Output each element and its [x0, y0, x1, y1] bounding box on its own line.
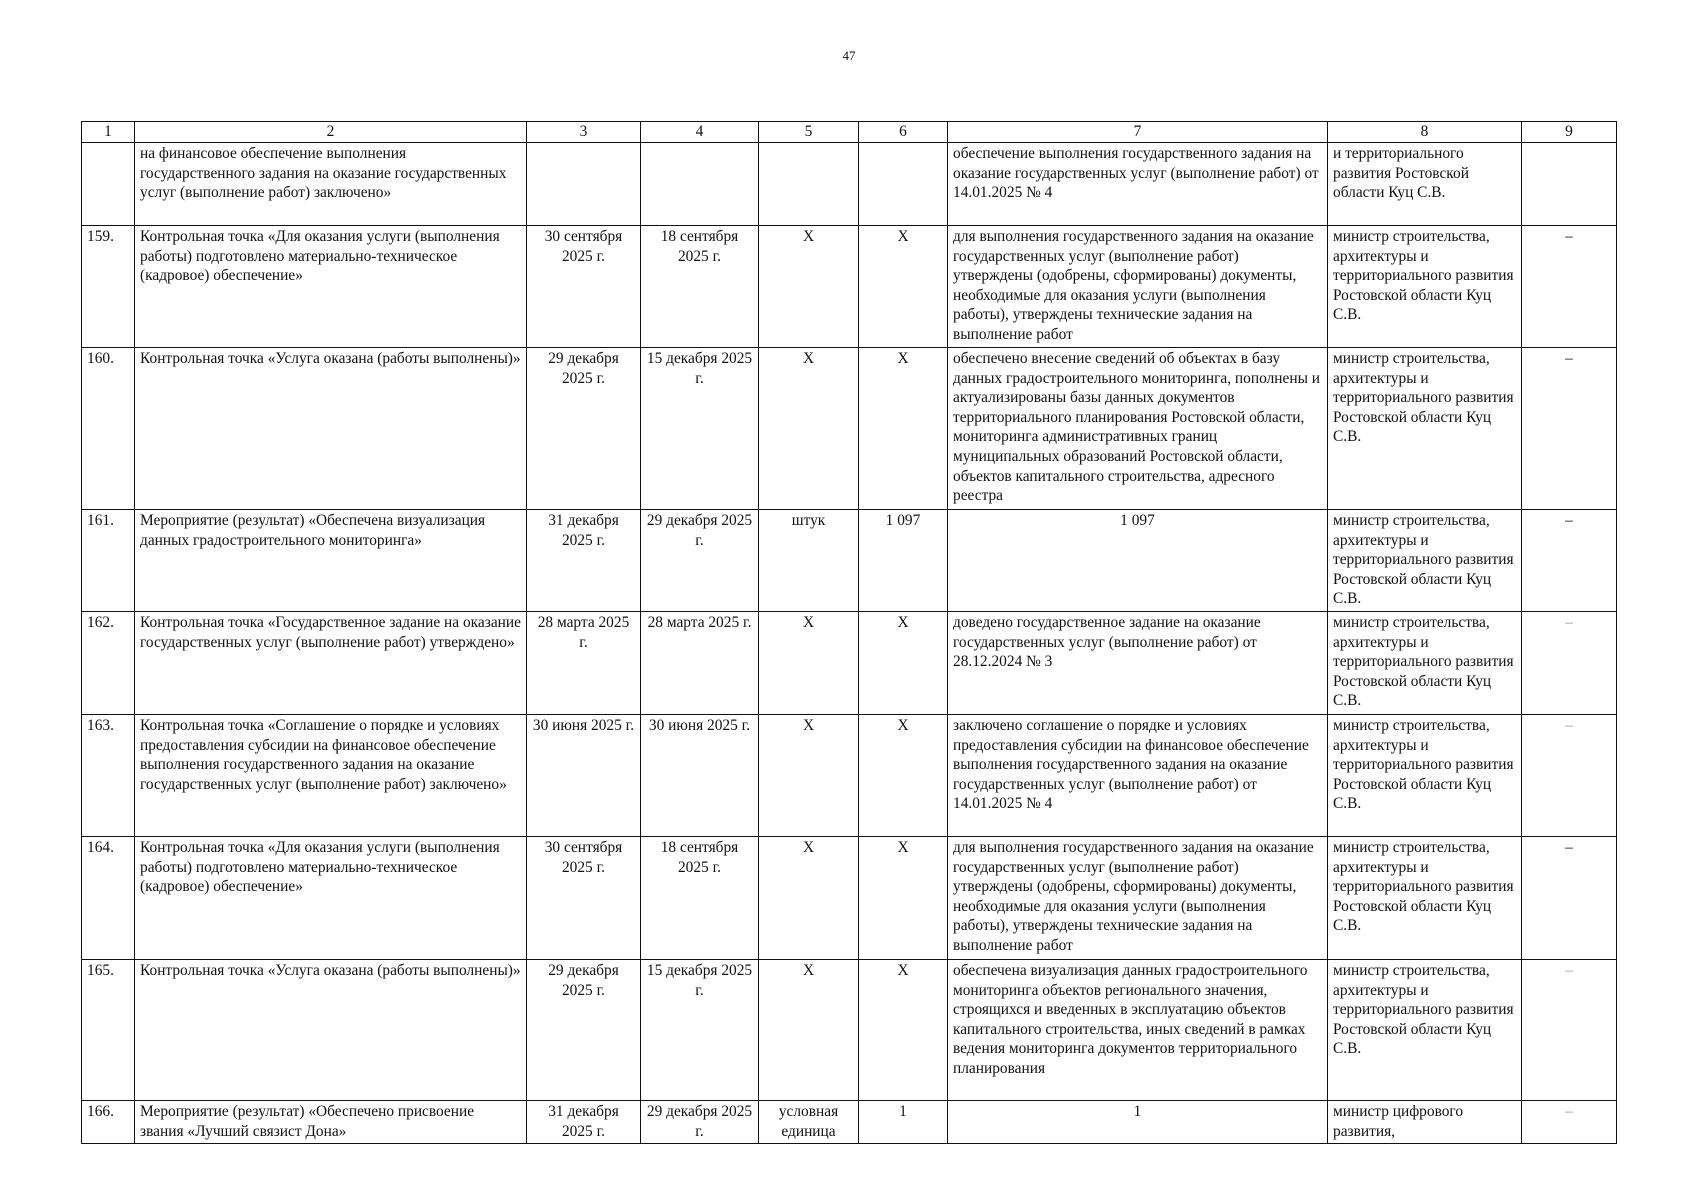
- row-number: 162.: [82, 612, 135, 715]
- event-name: Контрольная точка «Соглашение о порядке и условиях предоставления субсидии на финансовое обеспечение выполнения государственного задания на оказание государственных услуг (выполнение работ) заключено»: [135, 715, 527, 837]
- plan-date: 31 декабря 2025 г.: [527, 510, 641, 612]
- result-text: для выполнения государственного задания на оказание государственных услуг (выполнение работ) утверждены (одобрены, сформированы) документы, необходимые для оказания услуги (выполнения работы), утверждены технические задания на выполнение работ: [948, 226, 1328, 348]
- table-row: [82, 143, 1617, 226]
- unit: X: [759, 612, 859, 715]
- note: –: [1522, 612, 1617, 715]
- table-row: [82, 348, 1617, 510]
- unit: X: [759, 715, 859, 837]
- note: –: [1522, 226, 1617, 348]
- col-header: 6: [859, 122, 948, 143]
- unit: X: [759, 960, 859, 1101]
- row-number: 163.: [82, 715, 135, 837]
- plan-value: [859, 143, 948, 226]
- fact-date: 28 марта 2025 г.: [641, 612, 759, 715]
- table-row: [82, 226, 1617, 348]
- responsible: министр строительства, архитектуры и территориального развития Ростовской области Куц С.В.: [1328, 612, 1522, 715]
- fact-date: [641, 143, 759, 226]
- table-row: [82, 612, 1617, 715]
- note: –: [1522, 510, 1617, 612]
- plan-value: X: [859, 348, 948, 510]
- fact-date: 18 сентября 2025 г.: [641, 226, 759, 348]
- note: –: [1522, 837, 1617, 960]
- unit: [759, 143, 859, 226]
- event-name: Мероприятие (результат) «Обеспечено присвоение звания «Лучший связист Дона»: [135, 1101, 527, 1144]
- event-name: Контрольная точка «Для оказания услуги (выполнения работы) подготовлено материально-техническое (кадровое) обеспечение»: [135, 226, 527, 348]
- row-number: 160.: [82, 348, 135, 510]
- plan-date: 30 сентября 2025 г.: [527, 837, 641, 960]
- col-header: 9: [1522, 122, 1617, 143]
- responsible: и территориального развития Ростовской области Куц С.В.: [1328, 143, 1522, 226]
- row-number: 165.: [82, 960, 135, 1101]
- responsible: министр строительства, архитектуры и территориального развития Ростовской области Куц С.В.: [1328, 226, 1522, 348]
- row-number: [82, 143, 135, 226]
- col-header: 3: [527, 122, 641, 143]
- row-number: 166.: [82, 1101, 135, 1144]
- plan-value: 1 097: [859, 510, 948, 612]
- responsible: министр строительства, архитектуры и территориального развития Ростовской области Куц С.В.: [1328, 510, 1522, 612]
- result-text: обеспечение выполнения государственного задания на оказание государственных услуг (выполнение работ) от 14.01.2025 № 4: [948, 143, 1328, 226]
- plan-date: 29 декабря 2025 г.: [527, 348, 641, 510]
- col-header: 8: [1328, 122, 1522, 143]
- responsible: министр строительства, архитектуры и территориального развития Ростовской области Куц С.В.: [1328, 960, 1522, 1101]
- result-text: обеспечена визуализация данных градостроительного мониторинга объектов регионального значения, строящихся и введенных в эксплуатацию объектов капитального строительства, иных сведений в рамках ведения мониторинга документов территориального планирования: [948, 960, 1328, 1101]
- col-header: 7: [948, 122, 1328, 143]
- unit: штук: [759, 510, 859, 612]
- plan-value: X: [859, 226, 948, 348]
- table-row: [82, 510, 1617, 612]
- event-name: Контрольная точка «Для оказания услуги (выполнения работы) подготовлено материально-техническое (кадровое) обеспечение»: [135, 837, 527, 960]
- note: –: [1522, 715, 1617, 837]
- col-header: 4: [641, 122, 759, 143]
- plan-value: 1: [859, 1101, 948, 1144]
- col-header: 5: [759, 122, 859, 143]
- fact-date: 29 декабря 2025 г.: [641, 510, 759, 612]
- table-row: [82, 837, 1617, 960]
- result-text: 1: [948, 1101, 1328, 1144]
- note: –: [1522, 348, 1617, 510]
- table-row: [82, 1101, 1617, 1144]
- row-number: 164.: [82, 837, 135, 960]
- unit: условная единица: [759, 1101, 859, 1144]
- result-text: доведено государственное задание на оказание государственных услуг (выполнение работ) от 28.12.2024 № 3: [948, 612, 1328, 715]
- plan-date: 30 сентября 2025 г.: [527, 226, 641, 348]
- result-text: обеспечено внесение сведений об объектах в базу данных градостроительного мониторинга, пополнены и актуализированы базы данных документов территориального планирования Ростовской области, мониторинга административных границ муниципальных образований Ростовской области, объектов капитального строительства, адресного реестра: [948, 348, 1328, 510]
- responsible: министр цифрового развития,: [1328, 1101, 1522, 1144]
- note: –: [1522, 1101, 1617, 1144]
- event-name: Контрольная точка «Государственное задание на оказание государственных услуг (выполнение работ) утверждено»: [135, 612, 527, 715]
- fact-date: 15 декабря 2025 г.: [641, 348, 759, 510]
- responsible: министр строительства, архитектуры и территориального развития Ростовской области Куц С.В.: [1328, 837, 1522, 960]
- result-text: заключено соглашение о порядке и условиях предоставления субсидии на финансовое обеспечение выполнения государственного задания на оказание государственных услуг (выполнение работ) от 14.01.2025 № 4: [948, 715, 1328, 837]
- event-name: на финансовое обеспечение выполнения государственного задания на оказание государственных услуг (выполнение работ) заключено»: [135, 143, 527, 226]
- plan-date: 31 декабря 2025 г.: [527, 1101, 641, 1144]
- plan-value: X: [859, 715, 948, 837]
- plan-value: X: [859, 837, 948, 960]
- table-row: [82, 715, 1617, 837]
- row-number: 161.: [82, 510, 135, 612]
- col-header: 1: [82, 122, 135, 143]
- plan-value: X: [859, 612, 948, 715]
- plan-date: [527, 143, 641, 226]
- row-number: 159.: [82, 226, 135, 348]
- plan-date: 29 декабря 2025 г.: [527, 960, 641, 1101]
- event-name: Контрольная точка «Услуга оказана (работы выполнены)»: [135, 960, 527, 1101]
- note: –: [1522, 960, 1617, 1101]
- event-name: Контрольная точка «Услуга оказана (работы выполнены)»: [135, 348, 527, 510]
- unit: X: [759, 837, 859, 960]
- plan-date: 30 июня 2025 г.: [527, 715, 641, 837]
- fact-date: 29 декабря 2025 г.: [641, 1101, 759, 1144]
- header-row: [82, 122, 1617, 143]
- col-header: 2: [135, 122, 527, 143]
- result-text: для выполнения государственного задания на оказание государственных услуг (выполнение работ) утверждены (одобрены, сформированы) документы, необходимые для оказания услуги (выполнения работы), утверждены технические задания на выполнение работ: [948, 837, 1328, 960]
- responsible: министр строительства, архитектуры и территориального развития Ростовской области Куц С.В.: [1328, 715, 1522, 837]
- table-row: [82, 960, 1617, 1101]
- fact-date: 18 сентября 2025 г.: [641, 837, 759, 960]
- note: [1522, 143, 1617, 226]
- unit: X: [759, 348, 859, 510]
- page-number: 47: [842, 48, 856, 63]
- plan-date: 28 марта 2025 г.: [527, 612, 641, 715]
- fact-date: 30 июня 2025 г.: [641, 715, 759, 837]
- fact-date: 15 декабря 2025 г.: [641, 960, 759, 1101]
- plan-value: X: [859, 960, 948, 1101]
- event-name: Мероприятие (результат) «Обеспечена визуализация данных градостроительного мониторинга»: [135, 510, 527, 612]
- unit: X: [759, 226, 859, 348]
- responsible: министр строительства, архитектуры и территориального развития Ростовской области Куц С.В.: [1328, 348, 1522, 510]
- result-text: 1 097: [948, 510, 1328, 612]
- report-table: [81, 121, 1617, 1144]
